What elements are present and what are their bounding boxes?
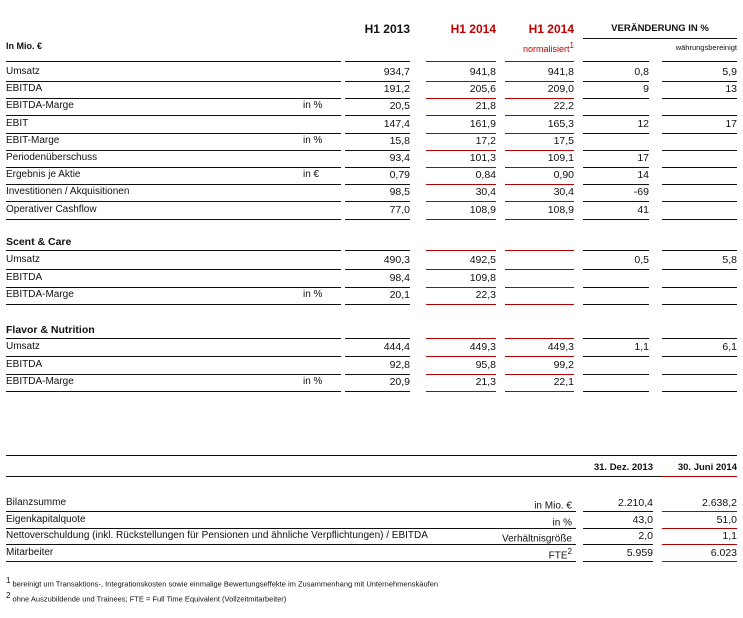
change-percent: 0,5 (634, 254, 649, 266)
balance-row-rule-dec (583, 544, 653, 545)
value-h1-2013: 92,8 (389, 358, 410, 371)
row-rule-h1-2013 (345, 81, 410, 82)
balance-value-jun-2014: 6.023 (710, 546, 737, 559)
section-rule-change (583, 250, 649, 251)
row-label: EBIT-Marge (6, 134, 60, 146)
balance-value-jun-2014: 2.638,2 (701, 497, 737, 509)
balance-row-rule (6, 561, 576, 562)
change-currency-adjusted: 5,9 (722, 66, 737, 78)
value-h1-2014: 161,9 (469, 117, 496, 130)
value-h1-2013: 934,7 (383, 66, 410, 78)
row-rule-label (6, 269, 341, 270)
footnote-1: $^1$ bereinigt um Transaktions-, Integrationskosten sowie einmalige Bewertungseffekte im Zusammenhang mit Unternehmenskäufen (6, 576, 439, 589)
balance-row-rule-jun (662, 561, 737, 562)
row-rule-change (583, 287, 649, 288)
footnote-2: $^2$ ohne Auszubildende und Trainees; FTE = Full Time Equivalent (Vollzeitmitarbeiter) (6, 591, 287, 604)
balance-value-jun-2014: 51,0 (716, 513, 737, 526)
value-h1-2013: 98,5 (389, 186, 410, 199)
row-rule-h1-2014-normalized (505, 304, 574, 305)
row-rule-change (583, 81, 649, 82)
balance-unit-text: in Mio. € (534, 500, 572, 512)
change-currency-adjusted: 5,8 (722, 254, 737, 266)
row-rule-h1-2013 (345, 304, 410, 305)
row-rule-h1-2014 (426, 219, 496, 220)
row-rule-h1-2014-normalized (505, 374, 574, 375)
section-rule-h1-2013 (345, 250, 410, 251)
balance-header-rule (6, 476, 737, 477)
row-rule-h1-2014-normalized (505, 287, 574, 288)
balance-col-jun-2014: 30. Juni 2014 (677, 462, 737, 473)
value-h1-2013: 147,4 (383, 117, 410, 130)
row-rule-h1-2013 (345, 201, 410, 202)
balance-row-label: Mitarbeiter (6, 546, 54, 558)
row-rule-label (6, 167, 341, 168)
row-rule-label (6, 184, 341, 185)
row-unit: in % (303, 100, 323, 112)
row-rule-label (6, 81, 341, 82)
col-header-h1-2013: H1 2013 (364, 22, 410, 36)
balance-row-unit (440, 530, 572, 544)
balance-row-rule (6, 544, 576, 545)
row-label: EBITDA (6, 358, 43, 370)
row-rule-change (583, 219, 649, 220)
row-rule-h1-2014-normalized (505, 269, 574, 270)
section-rule-change (583, 338, 649, 339)
row-rule-change (583, 184, 649, 185)
normalized-label: normalisiert$^1$ (523, 41, 574, 54)
row-rule-h1-2014-normalized (505, 184, 574, 185)
value-h1-2013: 93,4 (389, 152, 410, 164)
balance-row-label: Eigenkapitalquote (6, 513, 86, 525)
value-h1-2014-normalized: 109,1 (547, 152, 574, 164)
row-rule-h1-2014 (426, 184, 496, 185)
change-currency-adjusted: 13 (725, 83, 737, 96)
row-rule-label (6, 374, 341, 375)
balance-row-rule-jun (662, 511, 737, 512)
balance-row-rule-dec (583, 561, 653, 562)
balance-unit-text: FTE (548, 549, 568, 561)
change-header: VERÄNDERUNG IN % (611, 23, 709, 34)
change-header-rule (583, 38, 737, 39)
row-rule-currency (662, 115, 737, 116)
row-label: Umsatz (6, 254, 40, 265)
value-h1-2013: 15,8 (389, 134, 410, 147)
balance-row-unit (440, 497, 572, 511)
row-rule-currency (662, 219, 737, 220)
section-rule-label (6, 250, 341, 251)
value-h1-2014: 492,5 (469, 254, 496, 266)
value-h1-2013: 0,79 (389, 169, 410, 182)
row-rule-h1-2014 (426, 269, 496, 270)
row-rule-h1-2014-normalized (505, 133, 574, 134)
balance-value-dec-2013: 5.959 (626, 546, 653, 559)
row-rule-currency (662, 356, 737, 357)
header-rule-h1-2014 (426, 61, 496, 62)
row-rule-currency (662, 167, 737, 168)
row-label: EBITDA-Marge (6, 376, 74, 387)
row-rule-label (6, 356, 341, 357)
section-rule-h1-2014 (426, 250, 496, 251)
value-h1-2014: 22,3 (475, 289, 496, 301)
row-rule-h1-2013 (345, 219, 410, 220)
balance-row-rule-dec (583, 528, 653, 529)
value-h1-2014: 205,6 (469, 83, 496, 96)
row-rule-h1-2014 (426, 201, 496, 202)
row-rule-h1-2014 (426, 150, 496, 151)
row-rule-change (583, 133, 649, 134)
row-rule-currency (662, 133, 737, 134)
change-percent: 0,8 (634, 66, 649, 78)
row-rule-currency (662, 201, 737, 202)
value-h1-2014: 21,8 (475, 100, 496, 113)
row-rule-change (583, 356, 649, 357)
unit-label: In Mio. € (6, 41, 42, 51)
change-percent: 41 (637, 203, 649, 216)
row-rule-h1-2013 (345, 356, 410, 357)
balance-col-dec-2013: 31. Dez. 2013 (593, 462, 653, 473)
row-label: Operativer Cashflow (6, 203, 97, 215)
header-rule-h1-2013 (345, 61, 410, 62)
section-rule-h1-2014 (426, 338, 496, 339)
row-unit: in % (303, 134, 323, 146)
balance-unit-text: in % (552, 516, 572, 528)
row-rule-currency (662, 150, 737, 151)
value-h1-2013: 20,5 (389, 100, 410, 113)
row-rule-h1-2013 (345, 115, 410, 116)
balance-value-dec-2013: 2,0 (638, 530, 653, 542)
col-header-h1-2014: H1 2014 (450, 22, 496, 36)
balance-row-rule-dec (583, 511, 653, 512)
row-rule-label (6, 391, 341, 392)
value-h1-2014-normalized: 22,1 (553, 376, 574, 388)
balance-row-unit (440, 547, 572, 561)
value-h1-2013: 77,0 (389, 203, 410, 216)
row-label: Periodenüberschuss (6, 152, 98, 163)
header-rule-currency (662, 61, 737, 62)
balance-unit-text: Verhältnisgröße (501, 533, 572, 545)
value-h1-2013: 98,4 (389, 271, 410, 284)
balance-unit-sup: 2 (567, 546, 572, 556)
row-rule-h1-2014 (426, 133, 496, 134)
section-rule-h1-2014-normalized (505, 250, 574, 251)
row-rule-h1-2014 (426, 374, 496, 375)
row-unit: in % (303, 289, 323, 300)
value-h1-2014-normalized: 209,0 (547, 83, 574, 96)
change-currency-adjusted: 6,1 (722, 341, 737, 353)
row-rule-h1-2014-normalized (505, 201, 574, 202)
row-rule-currency (662, 391, 737, 392)
row-label: EBITDA (6, 271, 43, 283)
balance-value-dec-2013: 2.210,4 (617, 497, 653, 509)
row-rule-h1-2014-normalized (505, 391, 574, 392)
change-percent: 12 (637, 117, 649, 130)
balance-value-jun-2014: 1,1 (722, 530, 737, 542)
row-rule-change (583, 374, 649, 375)
value-h1-2014-normalized: 108,9 (547, 203, 574, 216)
row-rule-h1-2013 (345, 167, 410, 168)
row-rule-h1-2014-normalized (505, 167, 574, 168)
row-rule-h1-2014 (426, 167, 496, 168)
row-rule-h1-2014-normalized (505, 115, 574, 116)
row-rule-h1-2013 (345, 133, 410, 134)
row-rule-change (583, 167, 649, 168)
balance-row-rule (6, 511, 576, 512)
row-rule-h1-2014 (426, 98, 496, 99)
row-label: EBITDA (6, 83, 43, 95)
row-label: Umsatz (6, 341, 40, 352)
row-rule-currency (662, 98, 737, 99)
row-label: EBITDA-Marge (6, 100, 74, 112)
row-rule-label (6, 98, 341, 99)
row-rule-label (6, 201, 341, 202)
balance-row-label: Bilanzsumme (6, 497, 67, 508)
row-rule-label (6, 219, 341, 220)
row-rule-currency (662, 81, 737, 82)
value-h1-2014: 30,4 (475, 186, 496, 199)
row-rule-currency (662, 184, 737, 185)
value-h1-2014: 941,8 (469, 66, 496, 78)
value-h1-2014-normalized: 99,2 (553, 358, 574, 371)
row-rule-change (583, 269, 649, 270)
value-h1-2014: 109,8 (469, 271, 496, 284)
row-rule-label (6, 150, 341, 151)
balance-row-rule-jun (662, 544, 737, 545)
value-h1-2013: 191,2 (383, 83, 410, 96)
value-h1-2014-normalized: 165,3 (547, 117, 574, 130)
value-h1-2013: 20,9 (389, 376, 410, 388)
value-h1-2014: 95,8 (475, 358, 496, 371)
row-rule-currency (662, 374, 737, 375)
value-h1-2013: 490,3 (383, 254, 410, 266)
header-rule-label (6, 61, 341, 62)
currency-adjusted-label: währungsbereinigt (675, 43, 737, 52)
value-h1-2014: 101,3 (469, 152, 496, 164)
value-h1-2014-normalized: 941,8 (547, 66, 574, 78)
row-rule-change (583, 150, 649, 151)
value-h1-2014: 21,3 (475, 376, 496, 388)
section-rule-h1-2014-normalized (505, 338, 574, 339)
row-label: EBITDA-Marge (6, 289, 74, 300)
balance-top-rule (6, 455, 737, 456)
value-h1-2014-normalized: 17,5 (553, 134, 574, 147)
row-rule-h1-2014-normalized (505, 81, 574, 82)
row-rule-h1-2014-normalized (505, 150, 574, 151)
value-h1-2014-normalized: 0,90 (553, 169, 574, 182)
row-rule-currency (662, 269, 737, 270)
row-rule-currency (662, 287, 737, 288)
change-percent: -69 (633, 186, 649, 199)
change-percent: 17 (637, 152, 649, 164)
value-h1-2014-normalized: 449,3 (547, 341, 574, 353)
row-rule-h1-2013 (345, 374, 410, 375)
value-h1-2014-normalized: 22,2 (553, 100, 574, 113)
row-rule-label (6, 133, 341, 134)
header-rule-h1-2014-normalized (505, 61, 574, 62)
change-currency-adjusted: 17 (725, 117, 737, 130)
row-label: Ergebnis je Aktie (6, 169, 81, 181)
row-rule-h1-2014-normalized (505, 98, 574, 99)
value-h1-2014: 0,84 (475, 169, 496, 182)
row-rule-change (583, 201, 649, 202)
row-rule-h1-2014 (426, 287, 496, 288)
balance-row-rule-jun (662, 528, 737, 529)
row-label: EBIT (6, 117, 29, 129)
change-percent: 1,1 (634, 341, 649, 353)
row-rule-h1-2014-normalized (505, 356, 574, 357)
row-label: Investitionen / Akquisitionen (6, 186, 130, 198)
row-rule-change (583, 304, 649, 305)
row-rule-h1-2013 (345, 98, 410, 99)
row-rule-h1-2014 (426, 115, 496, 116)
header-rule-change (583, 61, 649, 62)
section-rule-label (6, 338, 341, 339)
value-h1-2013: 444,4 (383, 341, 410, 353)
row-rule-h1-2014 (426, 81, 496, 82)
col-header-h1-2014-normalized: H1 2014 (528, 22, 574, 36)
value-h1-2014-normalized: 30,4 (553, 186, 574, 199)
row-rule-change (583, 115, 649, 116)
row-rule-label (6, 304, 341, 305)
row-rule-h1-2013 (345, 391, 410, 392)
value-h1-2014: 449,3 (469, 341, 496, 353)
value-h1-2014: 108,9 (469, 203, 496, 216)
balance-row-label: Nettoverschuldung (inkl. Rückstellungen für Pensionen und ähnliche Verpflichtungen) / EBITDA (6, 530, 428, 541)
change-percent: 9 (643, 83, 649, 96)
section-title-flavor-nutrition: Flavor & Nutrition (6, 324, 95, 336)
row-rule-h1-2013 (345, 287, 410, 288)
row-rule-h1-2013 (345, 150, 410, 151)
row-rule-change (583, 98, 649, 99)
row-rule-change (583, 391, 649, 392)
balance-header-rule-red (662, 476, 737, 477)
row-rule-currency (662, 304, 737, 305)
row-unit: in % (303, 376, 323, 387)
value-h1-2014: 17,2 (475, 134, 496, 147)
row-unit: in € (303, 169, 320, 181)
row-rule-h1-2013 (345, 269, 410, 270)
balance-row-unit (440, 514, 572, 528)
row-rule-h1-2014 (426, 304, 496, 305)
row-rule-h1-2013 (345, 184, 410, 185)
section-rule-h1-2013 (345, 338, 410, 339)
section-rule-currency (662, 338, 737, 339)
balance-row-rule (6, 528, 576, 529)
balance-value-dec-2013: 43,0 (632, 513, 653, 526)
row-rule-label (6, 287, 341, 288)
row-rule-h1-2014 (426, 391, 496, 392)
row-rule-h1-2014-normalized (505, 219, 574, 220)
value-h1-2013: 20,1 (389, 289, 410, 301)
row-rule-label (6, 115, 341, 116)
row-rule-h1-2014 (426, 356, 496, 357)
row-label: Umsatz (6, 66, 40, 77)
change-percent: 14 (637, 169, 649, 182)
section-rule-currency (662, 250, 737, 251)
section-title-scent-care: Scent & Care (6, 236, 72, 248)
